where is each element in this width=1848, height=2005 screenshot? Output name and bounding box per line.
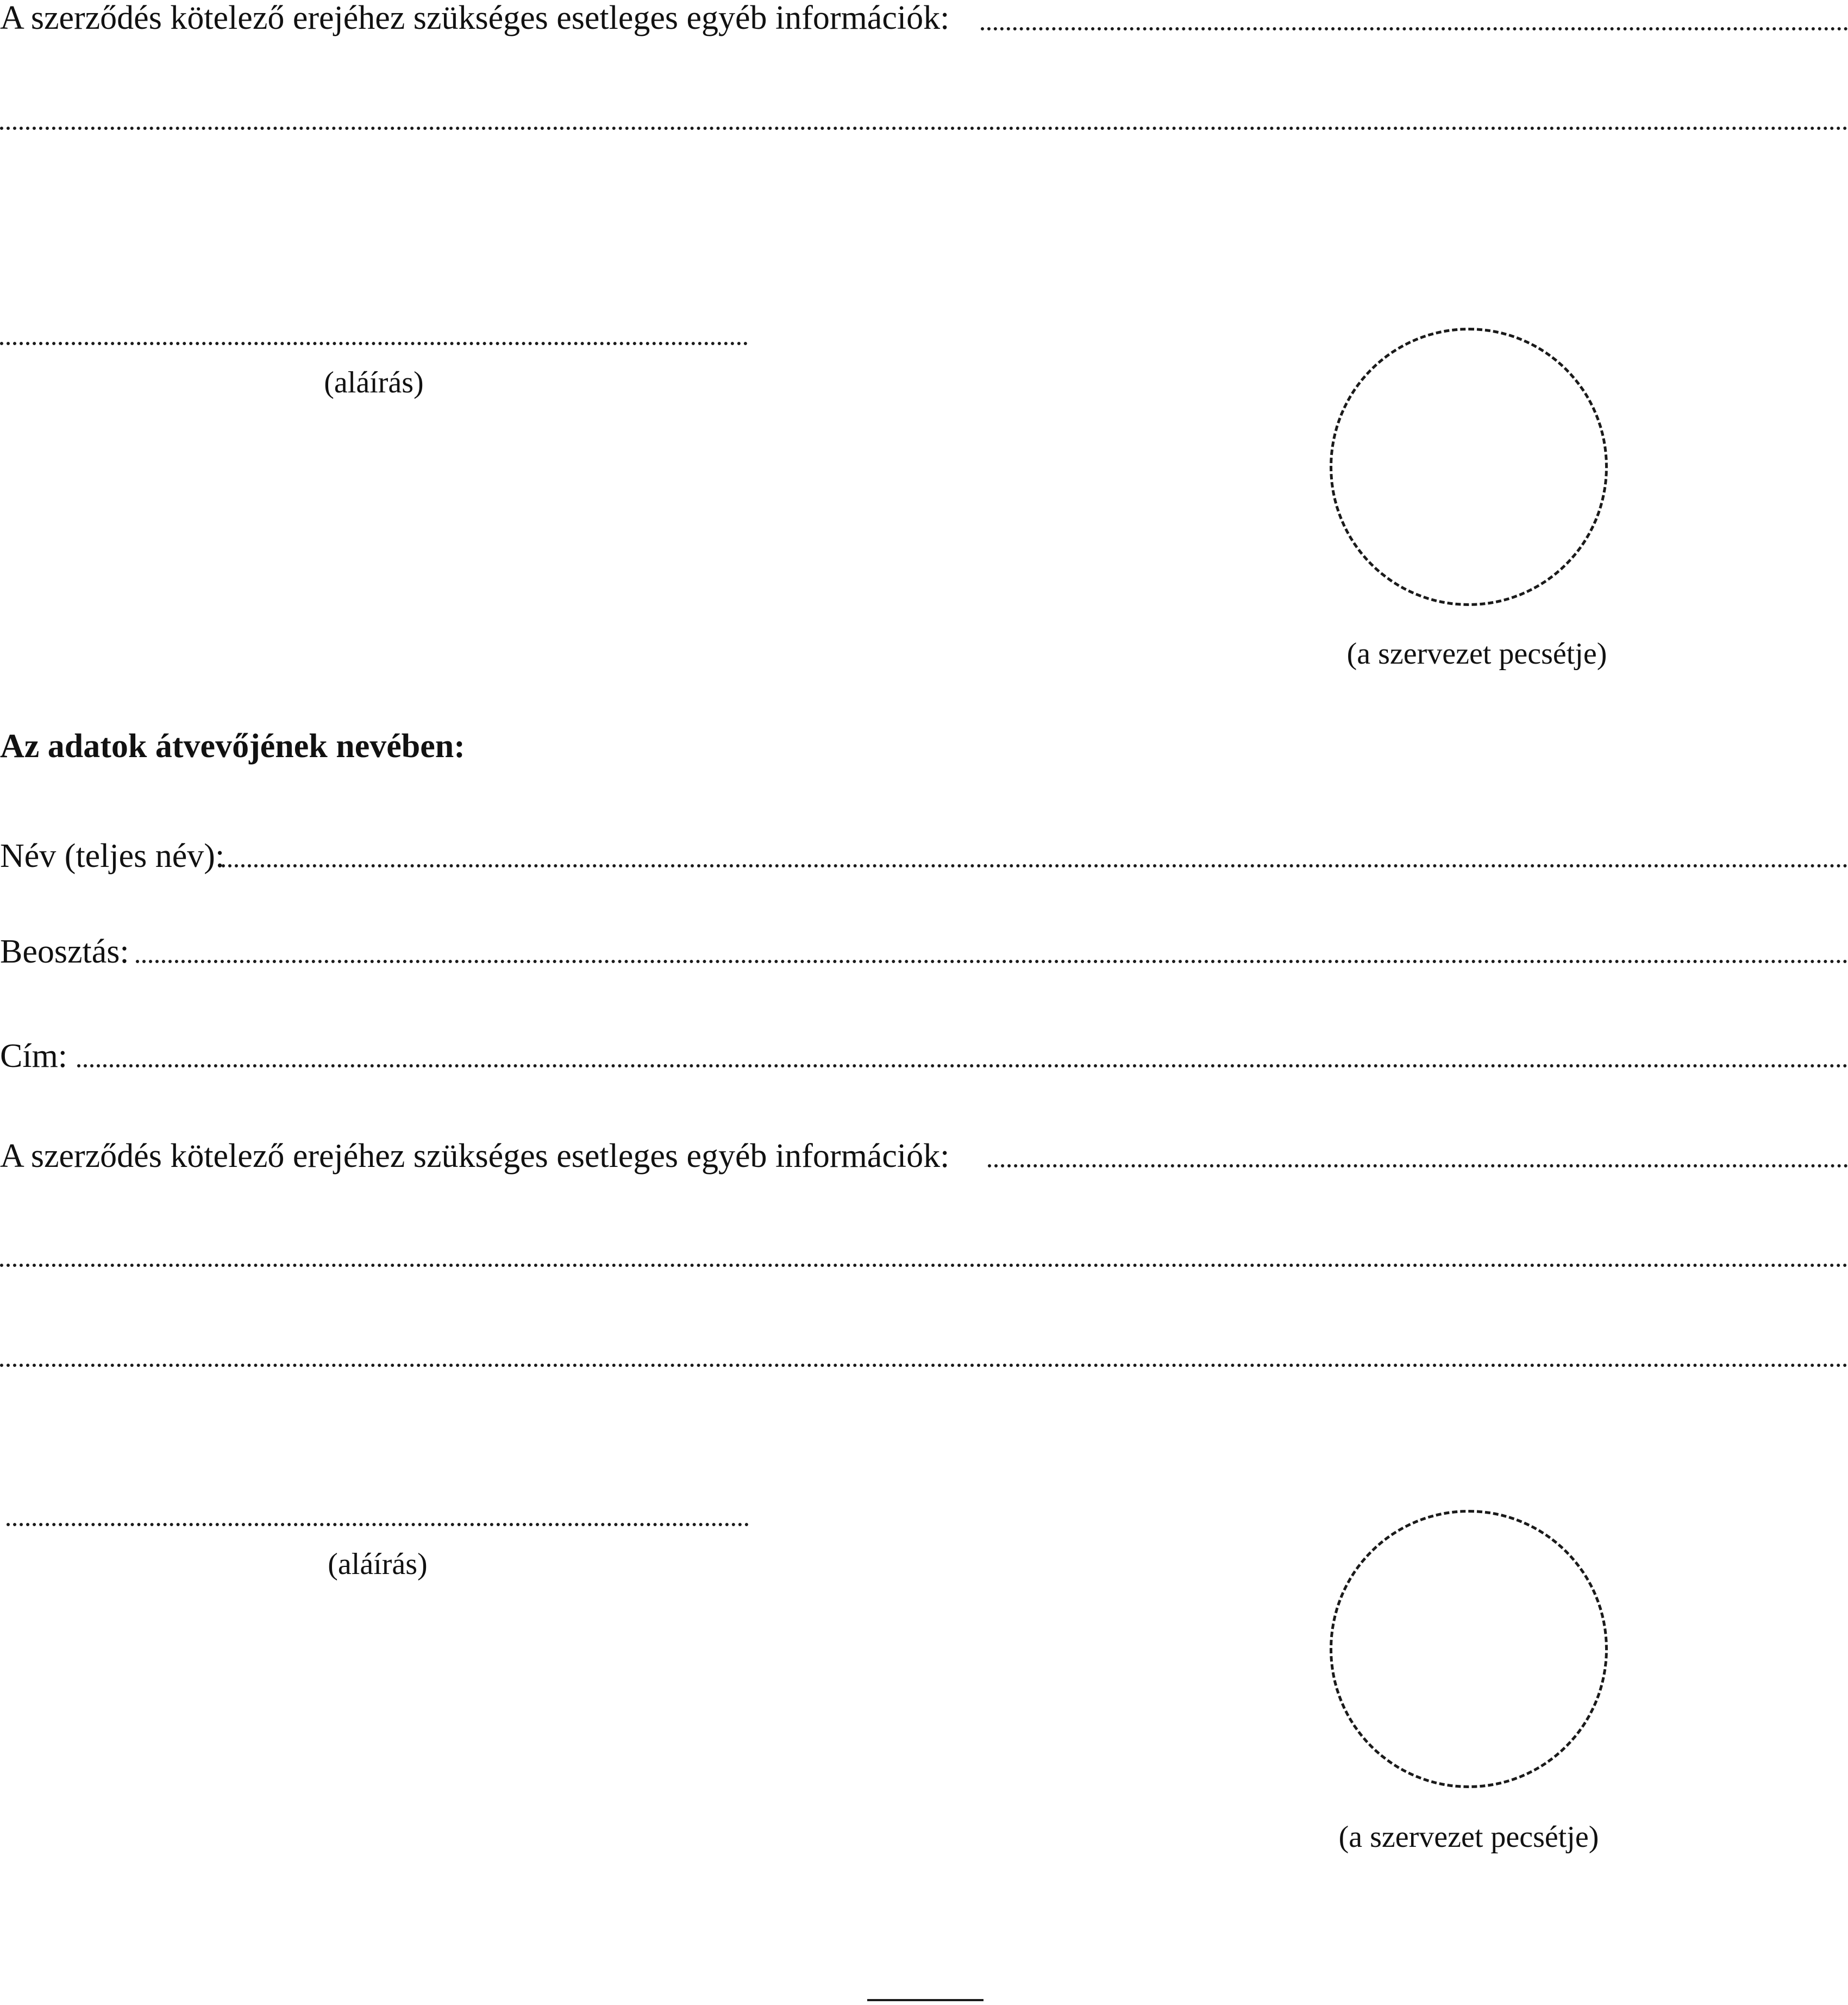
name-field[interactable] — [222, 864, 1848, 867]
stamp-placeholder-2 — [1330, 1510, 1608, 1788]
other-info-field-2-line-2[interactable] — [0, 1264, 1848, 1267]
stamp-caption: (a szervezet pecsétje) — [1346, 637, 1607, 671]
signature-caption-2: (aláírás) — [328, 1547, 428, 1581]
signature-line-2[interactable] — [7, 1523, 749, 1526]
stamp-placeholder — [1330, 328, 1608, 606]
position-field[interactable] — [136, 960, 1848, 963]
footer-rule — [867, 1999, 983, 2001]
other-info-field-line-2[interactable] — [0, 127, 1848, 130]
address-label: Cím: — [0, 1038, 68, 1075]
stamp-caption-2: (a szervezet pecsétje) — [1338, 1820, 1599, 1854]
other-info-label-2: A szerződés kötelező erejéhez szükséges esetleges egyéb információk: — [0, 1138, 950, 1175]
other-info-field-2-line-3[interactable] — [0, 1364, 1848, 1367]
signature-line[interactable] — [0, 342, 748, 345]
other-info-field[interactable] — [981, 27, 1848, 30]
address-field[interactable] — [77, 1064, 1848, 1067]
position-label: Beosztás: — [0, 933, 129, 970]
other-info-label: A szerződés kötelező erejéhez szükséges esetleges egyéb információk: — [0, 0, 950, 36]
name-label: Név (teljes név): — [0, 838, 225, 875]
signature-caption: (aláírás) — [324, 366, 424, 399]
section-heading: Az adatok átvevőjének nevében: — [0, 728, 465, 765]
other-info-field-2[interactable] — [988, 1164, 1848, 1167]
